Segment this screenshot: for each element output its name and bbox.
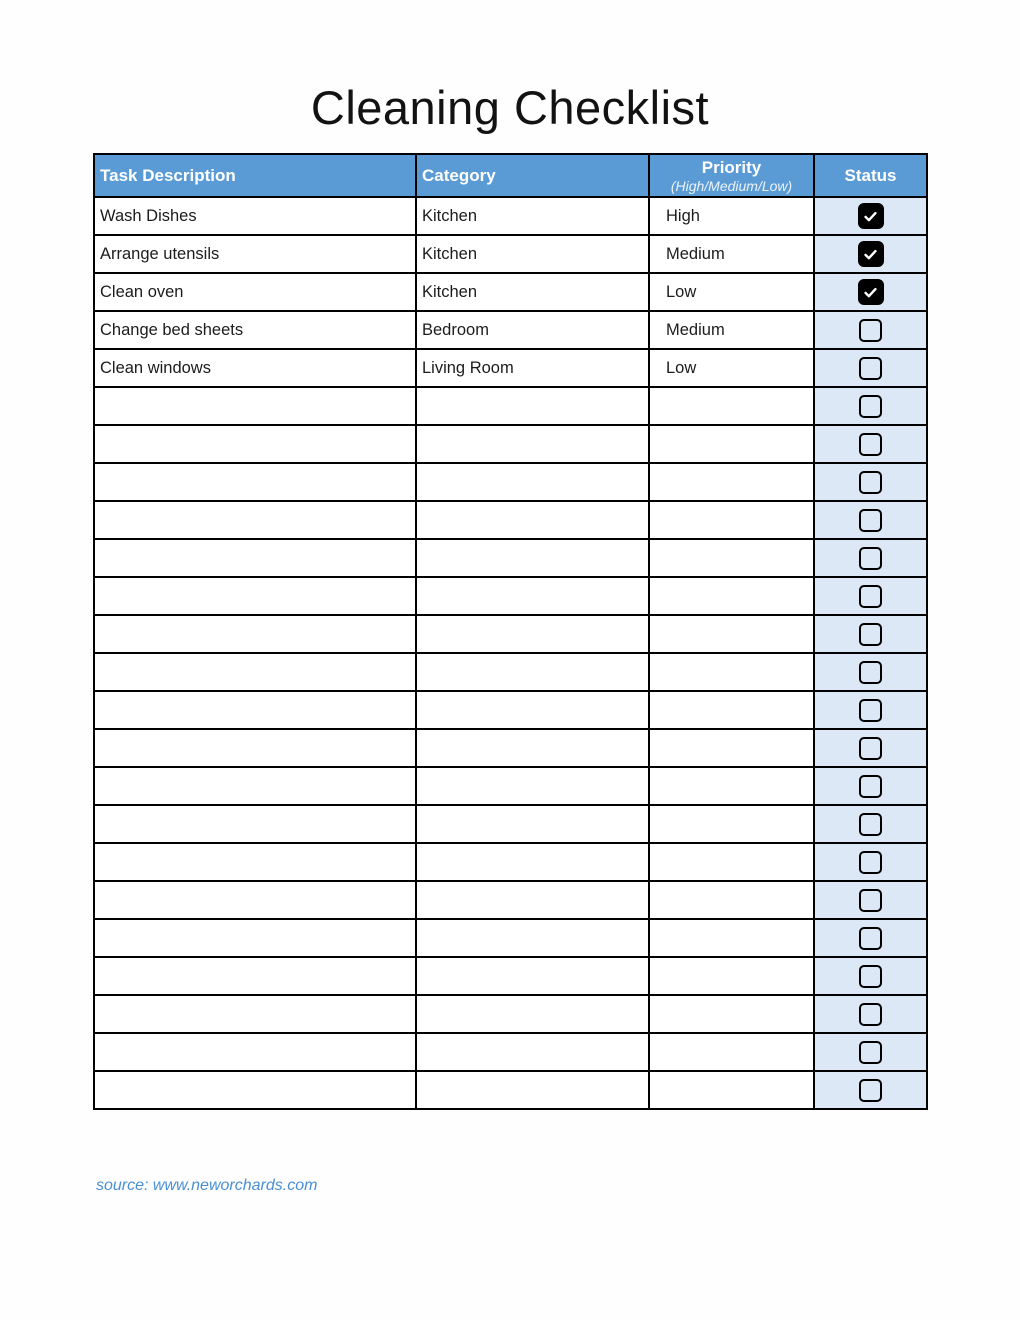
priority-cell — [649, 729, 814, 767]
priority-cell — [649, 501, 814, 539]
priority-header-label: Priority — [701, 157, 762, 177]
status-cell — [814, 653, 927, 691]
status-cell — [814, 805, 927, 843]
status-cell — [814, 425, 927, 463]
category-cell — [416, 539, 649, 577]
category-cell — [416, 691, 649, 729]
priority-cell — [649, 843, 814, 881]
priority-cell — [649, 957, 814, 995]
priority-cell — [649, 995, 814, 1033]
priority-cell — [649, 615, 814, 653]
task-cell — [94, 843, 416, 881]
col-header-category: Category — [416, 154, 649, 197]
table-row — [94, 691, 927, 729]
table-row — [94, 311, 927, 349]
status-cell — [814, 1033, 927, 1071]
priority-cell: Medium — [649, 311, 814, 349]
checkmark-icon — [862, 284, 879, 301]
task-cell: Arrange utensils — [94, 235, 416, 273]
table-row — [94, 539, 927, 577]
task-cell — [94, 957, 416, 995]
table-row — [94, 729, 927, 767]
priority-cell — [649, 1071, 814, 1109]
priority-cell — [649, 539, 814, 577]
category-cell: Living Room — [416, 349, 649, 387]
status-checkbox[interactable] — [859, 319, 882, 342]
category-cell — [416, 919, 649, 957]
table-row — [94, 273, 927, 311]
category-cell — [416, 577, 649, 615]
table-row — [94, 615, 927, 653]
priority-cell: Medium — [649, 235, 814, 273]
table-row — [94, 881, 927, 919]
task-cell — [94, 463, 416, 501]
status-checkbox[interactable] — [858, 279, 884, 305]
status-cell — [814, 615, 927, 653]
category-cell — [416, 805, 649, 843]
table-row — [94, 197, 927, 235]
priority-cell — [649, 805, 814, 843]
task-cell: Change bed sheets — [94, 311, 416, 349]
status-cell — [814, 767, 927, 805]
status-checkbox[interactable] — [859, 1041, 882, 1064]
category-cell — [416, 463, 649, 501]
category-cell — [416, 425, 649, 463]
category-cell — [416, 501, 649, 539]
task-cell — [94, 1071, 416, 1109]
status-cell — [814, 691, 927, 729]
col-header-priority — [649, 154, 814, 197]
status-checkbox[interactable] — [859, 395, 882, 418]
table-row — [94, 957, 927, 995]
status-cell — [814, 729, 927, 767]
status-checkbox[interactable] — [859, 775, 882, 798]
priority-cell: High — [649, 197, 814, 235]
status-cell — [814, 919, 927, 957]
page-title: Cleaning Checklist — [310, 81, 710, 134]
header-row — [94, 154, 927, 197]
priority-cell — [649, 1033, 814, 1071]
status-checkbox[interactable] — [859, 585, 882, 608]
col-header-task: Task Description — [94, 154, 416, 197]
status-cell — [814, 577, 927, 615]
task-cell — [94, 805, 416, 843]
priority-cell — [649, 425, 814, 463]
status-cell — [814, 539, 927, 577]
category-cell — [416, 653, 649, 691]
status-cell — [814, 387, 927, 425]
status-cell — [814, 1071, 927, 1109]
category-cell — [416, 881, 649, 919]
status-checkbox[interactable] — [858, 241, 884, 267]
status-cell — [814, 995, 927, 1033]
table-row — [94, 995, 927, 1033]
task-cell — [94, 501, 416, 539]
category-cell — [416, 1071, 649, 1109]
status-checkbox[interactable] — [859, 965, 882, 988]
category-cell — [416, 995, 649, 1033]
status-checkbox[interactable] — [859, 357, 882, 380]
task-cell — [94, 539, 416, 577]
status-cell — [814, 463, 927, 501]
source-link[interactable]: source: www.neworchards.com — [96, 1177, 318, 1194]
priority-cell: Low — [649, 273, 814, 311]
priority-cell — [649, 653, 814, 691]
status-cell — [814, 235, 927, 273]
status-cell — [814, 843, 927, 881]
status-checkbox[interactable] — [859, 471, 882, 494]
table-row — [94, 1033, 927, 1071]
status-checkbox[interactable] — [859, 1079, 882, 1102]
checklist-table — [93, 153, 928, 1110]
category-cell — [416, 957, 649, 995]
task-cell — [94, 1033, 416, 1071]
status-checkbox[interactable] — [859, 547, 882, 570]
status-cell — [814, 881, 927, 919]
status-cell — [814, 957, 927, 995]
task-cell — [94, 729, 416, 767]
category-cell — [416, 767, 649, 805]
task-cell: Clean oven — [94, 273, 416, 311]
task-cell: Clean windows — [94, 349, 416, 387]
table-row — [94, 463, 927, 501]
status-checkbox[interactable] — [859, 433, 882, 456]
category-cell: Kitchen — [416, 197, 649, 235]
table-row — [94, 805, 927, 843]
category-cell: Bedroom — [416, 311, 649, 349]
table-row — [94, 349, 927, 387]
task-cell — [94, 577, 416, 615]
task-cell: Wash Dishes — [94, 197, 416, 235]
checkmark-icon — [862, 208, 879, 225]
col-header-status: Status — [814, 154, 927, 197]
status-checkbox[interactable] — [859, 699, 882, 722]
table-row — [94, 235, 927, 273]
status-checkbox[interactable] — [859, 813, 882, 836]
priority-cell — [649, 387, 814, 425]
category-cell: Kitchen — [416, 273, 649, 311]
priority-cell — [649, 767, 814, 805]
checkmark-icon — [862, 246, 879, 263]
table-row — [94, 501, 927, 539]
priority-cell: Low — [649, 349, 814, 387]
status-checkbox[interactable] — [859, 1003, 882, 1026]
priority-cell — [649, 691, 814, 729]
status-checkbox[interactable] — [859, 851, 882, 874]
status-checkbox[interactable] — [859, 737, 882, 760]
table-row — [94, 767, 927, 805]
table-row — [94, 843, 927, 881]
priority-cell — [649, 919, 814, 957]
status-cell — [814, 311, 927, 349]
table-row — [94, 577, 927, 615]
status-checkbox[interactable] — [859, 623, 882, 646]
table-row — [94, 919, 927, 957]
table-row — [94, 653, 927, 691]
table-row — [94, 1071, 927, 1109]
status-checkbox[interactable] — [859, 509, 882, 532]
status-checkbox[interactable] — [859, 661, 882, 684]
task-cell — [94, 425, 416, 463]
category-cell — [416, 387, 649, 425]
category-cell — [416, 1033, 649, 1071]
priority-cell — [649, 463, 814, 501]
status-checkbox[interactable] — [858, 203, 884, 229]
priority-header-subtitle: (High/Medium/Low) — [670, 177, 793, 194]
task-cell — [94, 881, 416, 919]
category-cell — [416, 729, 649, 767]
task-cell — [94, 995, 416, 1033]
category-cell — [416, 843, 649, 881]
status-cell — [814, 273, 927, 311]
status-cell — [814, 501, 927, 539]
priority-cell — [649, 577, 814, 615]
status-cell — [814, 349, 927, 387]
task-cell — [94, 919, 416, 957]
category-cell: Kitchen — [416, 235, 649, 273]
status-checkbox[interactable] — [859, 927, 882, 950]
table-row — [94, 425, 927, 463]
task-cell — [94, 767, 416, 805]
status-cell — [814, 197, 927, 235]
task-cell — [94, 615, 416, 653]
task-cell — [94, 653, 416, 691]
priority-cell — [649, 881, 814, 919]
task-cell — [94, 691, 416, 729]
task-cell — [94, 387, 416, 425]
category-cell — [416, 615, 649, 653]
table-row — [94, 387, 927, 425]
status-checkbox[interactable] — [859, 889, 882, 912]
